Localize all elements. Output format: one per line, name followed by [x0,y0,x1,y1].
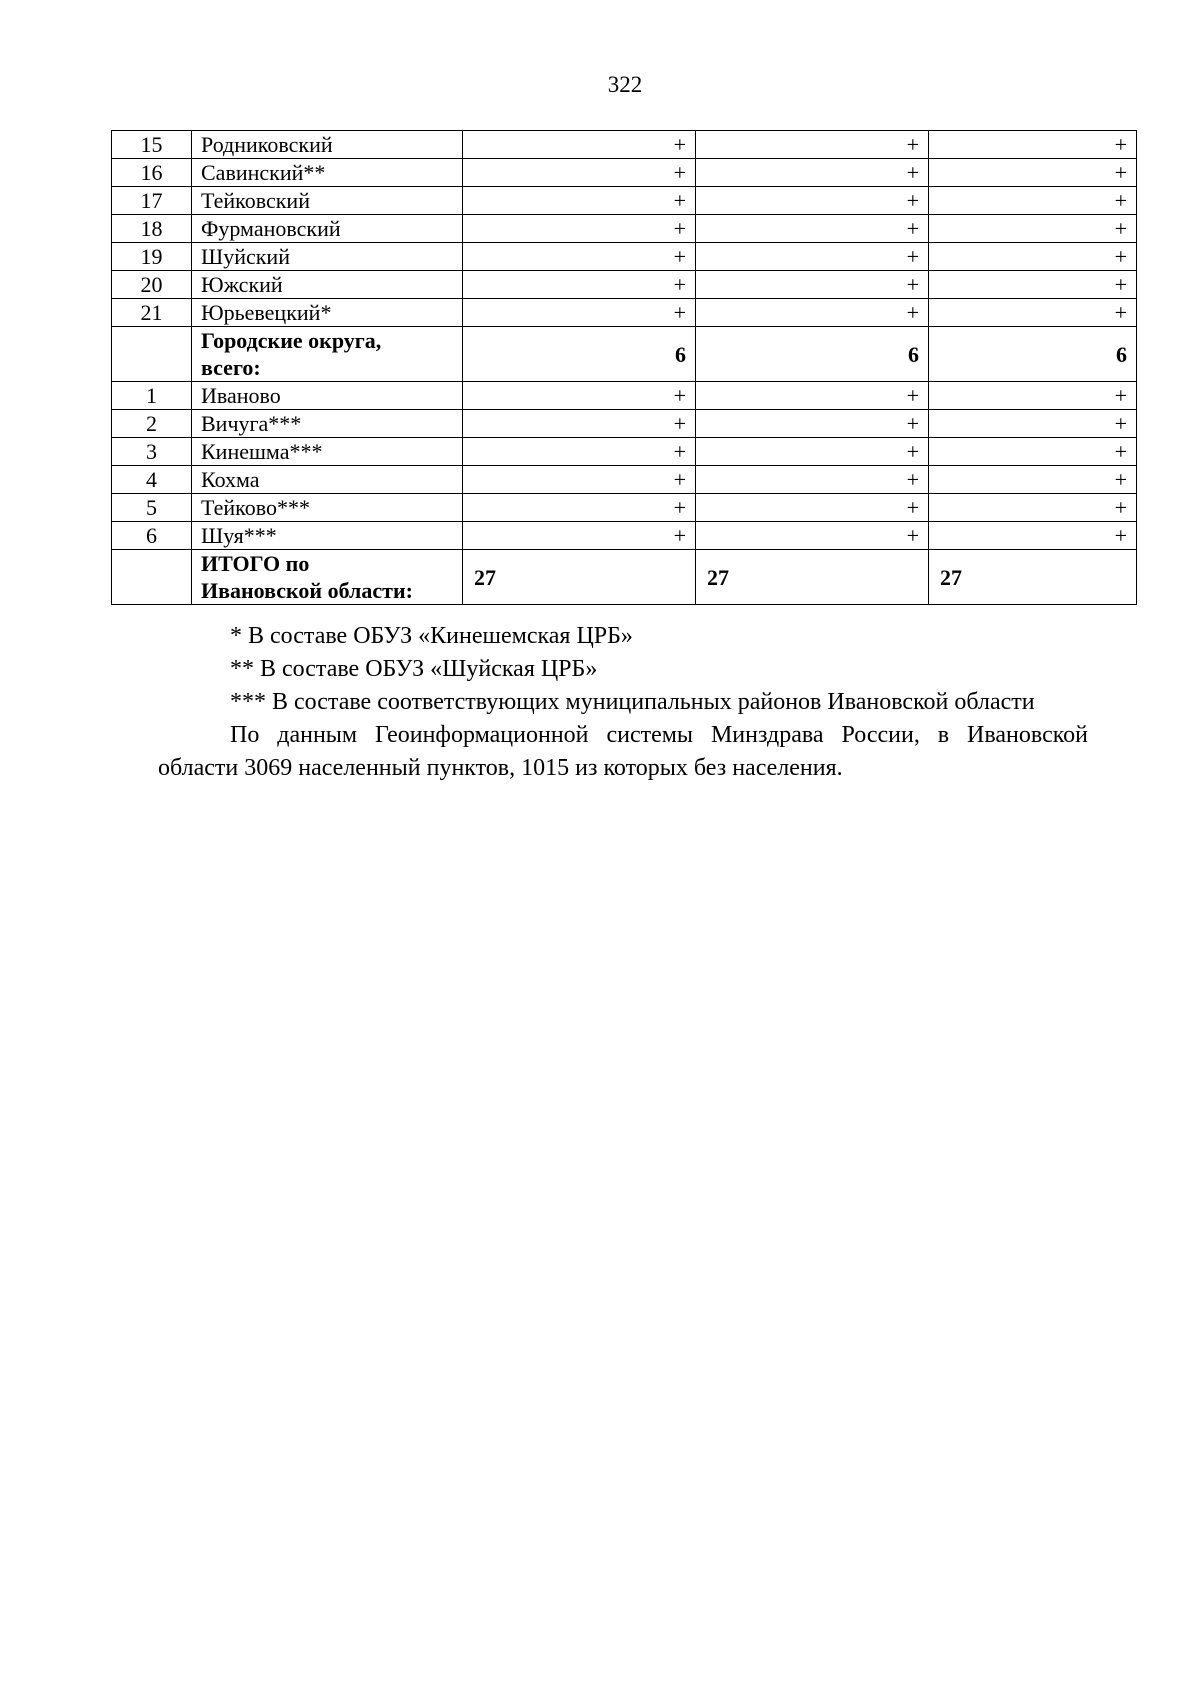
total-label [192,550,463,605]
row-value-3: + [929,466,1137,494]
row-value-3: + [929,159,1137,187]
table-row [112,215,1137,243]
group-value-3: 6 [929,327,1137,382]
row-name: Иваново [192,382,463,410]
row-value-1: + [463,215,696,243]
row-value-3: + [929,410,1137,438]
row-name: Юрьевецкий* [192,299,463,327]
group-value-1: 6 [463,327,696,382]
row-number-empty [112,327,192,382]
row-number: 3 [112,438,192,466]
districts-table [111,130,1137,605]
row-value-1: + [463,271,696,299]
row-value-1: + [463,382,696,410]
row-number: 6 [112,522,192,550]
row-value-3: + [929,131,1137,159]
table-row [112,410,1137,438]
footnotes [158,620,1088,785]
row-name: Шуйский [192,243,463,271]
row-value-2: + [696,438,929,466]
total-value-3: 27 [929,550,1137,605]
grand-total-row [112,550,1137,605]
row-value-1: + [463,494,696,522]
table-row [112,438,1137,466]
row-value-3: + [929,438,1137,466]
row-name: Тейково*** [192,494,463,522]
table-row [112,522,1137,550]
group-label-line-2: всего: [201,355,261,380]
total-label-line-1: ИТОГО по [201,551,310,576]
row-number: 5 [112,494,192,522]
row-value-3: + [929,299,1137,327]
row-value-1: + [463,243,696,271]
row-number: 2 [112,410,192,438]
row-value-2: + [696,215,929,243]
row-name: Кохма [192,466,463,494]
table-row [112,187,1137,215]
table-row [112,243,1137,271]
row-value-3: + [929,382,1137,410]
row-name: Южский [192,271,463,299]
table-row [112,271,1137,299]
row-name: Родниковский [192,131,463,159]
row-value-2: + [696,243,929,271]
row-value-1: + [463,438,696,466]
row-value-1: + [463,466,696,494]
row-name: Кинешма*** [192,438,463,466]
row-value-1: + [463,131,696,159]
row-value-2: + [696,382,929,410]
row-number: 18 [112,215,192,243]
table-row [112,494,1137,522]
row-value-3: + [929,494,1137,522]
row-number: 4 [112,466,192,494]
row-value-1: + [463,299,696,327]
row-value-2: + [696,466,929,494]
group-value-2: 6 [696,327,929,382]
row-number: 21 [112,299,192,327]
row-number: 19 [112,243,192,271]
row-value-2: + [696,410,929,438]
row-value-2: + [696,299,929,327]
table-row [112,159,1137,187]
group-label-line-1: Городские округа, [201,328,382,353]
row-value-3: + [929,271,1137,299]
footnote-3: *** В составе соответствующих муниципальных районов Ивановской области [230,689,1035,715]
row-value-2: + [696,271,929,299]
row-name: Вичуга*** [192,410,463,438]
row-value-3: + [929,243,1137,271]
footnote-2: ** В составе ОБУЗ «Шуйская ЦРБ» [230,656,598,682]
row-value-1: + [463,522,696,550]
table-row [112,466,1137,494]
row-name: Фурмановский [192,215,463,243]
row-value-3: + [929,215,1137,243]
row-value-2: + [696,522,929,550]
group-subtotal-row [112,327,1137,382]
row-value-2: + [696,131,929,159]
row-value-2: + [696,494,929,522]
row-value-1: + [463,410,696,438]
row-number: 15 [112,131,192,159]
table-row [112,382,1137,410]
row-value-1: + [463,159,696,187]
row-value-1: + [463,187,696,215]
row-value-3: + [929,187,1137,215]
row-number: 1 [112,382,192,410]
row-number-empty [112,550,192,605]
footnote-1: * В составе ОБУЗ «Кинешемская ЦРБ» [230,623,633,649]
row-number: 16 [112,159,192,187]
group-label [192,327,463,382]
table-row [112,299,1137,327]
page-number: 322 [607,72,643,97]
table-row [112,131,1137,159]
row-name: Савинский** [192,159,463,187]
row-name: Шуя*** [192,522,463,550]
row-number: 17 [112,187,192,215]
body-paragraph: По данным Геоинформационной системы Минздрава России, в Ивановской области 3069 населенный пунктов, 1015 из которых без населения. [158,722,1088,781]
total-value-1: 27 [463,550,696,605]
total-value-2: 27 [696,550,929,605]
row-value-3: + [929,522,1137,550]
row-name: Тейковский [192,187,463,215]
total-label-line-2: Ивановской области: [201,578,413,603]
row-value-2: + [696,187,929,215]
row-number: 20 [112,271,192,299]
row-value-2: + [696,159,929,187]
